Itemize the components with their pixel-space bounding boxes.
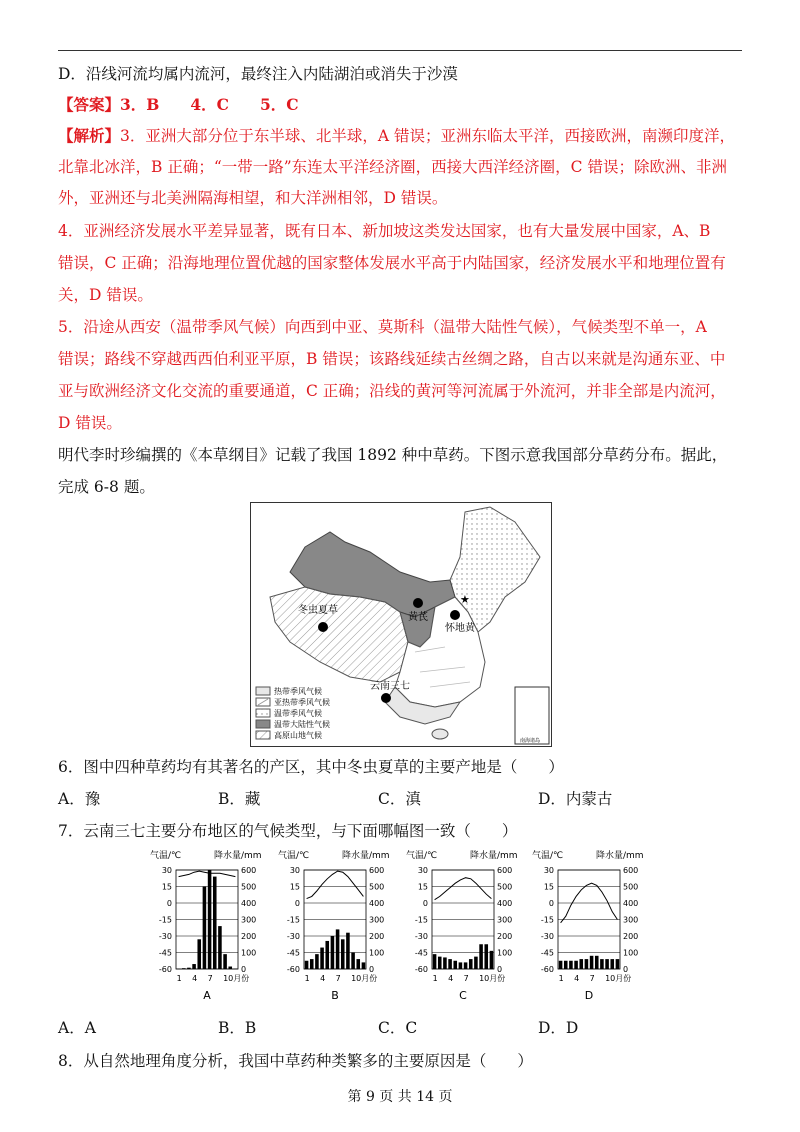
y-right-tick: 500 <box>623 882 639 892</box>
point-sanqi <box>381 693 391 703</box>
precip-bar <box>228 967 232 969</box>
y-left-tick: -60 <box>158 965 172 974</box>
temperature-line <box>435 878 492 900</box>
y-right-tick: 500 <box>369 882 385 892</box>
q7-stem: 7．云南三七主要分布地区的气候类型，与下面哪幅图一致（ ） <box>58 822 518 840</box>
y-right-tick: 300 <box>241 915 257 925</box>
y-left-label: 气温/℃ <box>150 851 182 861</box>
y-left-tick: 0 <box>422 899 428 908</box>
precip-bar <box>213 877 217 969</box>
q6-stem: 6．图中四种草药均有其著名的产区，其中冬虫夏草的主要产地是（ ） <box>58 758 564 776</box>
precip-bar <box>574 961 578 969</box>
y-left-label: 气温/℃ <box>406 851 438 861</box>
intro-line-2: 完成 6-8 题。 <box>58 478 155 496</box>
svg-text:热带季风气候: 热带季风气候 <box>274 687 322 696</box>
climate-chart-d <box>530 848 648 1006</box>
svg-text:亚热带季风气候: 亚热带季风气候 <box>274 698 330 707</box>
y-left-tick: -30 <box>286 932 300 941</box>
precip-bar <box>443 957 447 969</box>
y-right-tick: 400 <box>623 899 639 908</box>
y-left-tick: -15 <box>414 915 428 925</box>
analysis-label: 【解析】 <box>58 126 121 145</box>
y-left-tick: -30 <box>414 932 428 941</box>
x-tick: 10月份 <box>351 974 378 983</box>
precip-bar <box>564 961 568 969</box>
y-left-tick: -30 <box>158 932 172 941</box>
y-right-tick: 0 <box>241 965 247 974</box>
y-right-tick: 500 <box>241 882 257 892</box>
y-left-tick: 15 <box>161 882 172 892</box>
answer-text: 3．B 4．C 5．C <box>120 95 299 114</box>
y-right-tick: 600 <box>369 866 385 875</box>
y-right-tick: 600 <box>241 866 257 875</box>
precip-bar <box>438 957 442 969</box>
analysis-line-6: 关，D 错误。 <box>58 286 153 304</box>
y-left-tick: -60 <box>414 965 428 974</box>
y-right-tick: 400 <box>497 899 513 908</box>
precip-bar <box>605 959 609 969</box>
y-right-tick: 0 <box>623 965 629 974</box>
intro-line-1: 明代李时珍编撰的《本草纲目》记载了我国 1892 种中草药。下图示意我国部分草药分布。据此， <box>58 446 728 464</box>
chart-title: D <box>584 989 594 1002</box>
y-right-tick: 200 <box>497 932 513 941</box>
precip-bar <box>351 953 355 970</box>
analysis-line-7: 5．沿途从西安（温带季风气候）向西到中亚、莫斯科（温带大陆性气候），气候类型不单一，A <box>58 318 707 336</box>
precip-bar <box>595 956 599 969</box>
precip-bar <box>197 939 201 969</box>
answer-label: 【答案】 <box>58 95 121 114</box>
analysis-line-1: 【解析】3．亚洲大部分位于东半球、北半球，A 错误；亚洲东临太平洋，西接欧洲，南濒印度洋， <box>58 126 736 145</box>
y-left-tick: -45 <box>540 948 554 958</box>
q7-option-a[interactable]: A．A <box>58 1019 96 1037</box>
precip-bar <box>182 968 186 969</box>
y-left-tick: 30 <box>417 866 428 875</box>
x-tick: 7 <box>335 974 341 983</box>
svg-text:南海诸岛: 南海诸岛 <box>520 738 541 744</box>
y-right-tick: 100 <box>497 948 513 958</box>
y-left-tick: -15 <box>158 915 172 925</box>
q7-option-c[interactable]: C．C <box>378 1019 418 1037</box>
precip-bar <box>590 956 594 969</box>
x-tick: 7 <box>463 974 469 983</box>
y-right-tick: 300 <box>623 915 639 925</box>
x-tick: 7 <box>207 974 213 983</box>
climate-charts <box>148 848 648 1008</box>
y-right-tick: 400 <box>369 899 385 908</box>
q6-option-c[interactable]: C．滇 <box>378 790 421 808</box>
y-right-tick: 100 <box>369 948 385 958</box>
y-left-tick: -60 <box>540 965 554 974</box>
prev-option-d: D．沿线河流均属内流河，最终注入内陆湖泊或消失于沙漠 <box>58 65 458 83</box>
y-right-tick: 100 <box>241 948 257 958</box>
herb-distribution-map <box>250 502 552 747</box>
q8-stem: 8．从自然地理角度分析，我国中草药种类繁多的主要原因是（ ） <box>58 1052 533 1070</box>
x-tick: 4 <box>574 974 580 983</box>
y-right-tick: 500 <box>497 882 513 892</box>
y-left-tick: 0 <box>548 899 554 908</box>
y-right-tick: 600 <box>497 866 513 875</box>
x-tick: 10月份 <box>479 974 506 983</box>
y-left-label: 气温/℃ <box>532 851 564 861</box>
precip-bar <box>218 926 222 969</box>
y-left-label: 气温/℃ <box>278 851 310 861</box>
precip-bar <box>459 962 463 969</box>
q6-option-b[interactable]: B．藏 <box>218 790 261 808</box>
x-tick: 4 <box>448 974 454 983</box>
point-huaidihuang <box>450 610 460 620</box>
y-right-tick: 0 <box>497 965 503 974</box>
precip-bar <box>331 936 335 969</box>
y-right-tick: 100 <box>623 948 639 958</box>
precip-bar <box>362 962 366 969</box>
precip-bar <box>433 954 437 969</box>
precip-bar <box>305 961 309 969</box>
x-tick: 4 <box>320 974 326 983</box>
precip-bar <box>484 944 488 969</box>
precip-bar <box>448 959 452 969</box>
svg-text:温带大陆性气候: 温带大陆性气候 <box>274 720 330 729</box>
precip-bar <box>600 959 604 969</box>
y-left-tick: 30 <box>161 866 172 875</box>
q7-option-d[interactable]: D．D <box>538 1019 579 1037</box>
label-dongchong: 冬虫夏草 <box>298 605 338 616</box>
precip-bar <box>616 959 620 969</box>
x-tick: 7 <box>589 974 595 983</box>
chart-title: B <box>331 989 339 1002</box>
precip-bar <box>187 968 191 969</box>
y-right-label: 降水量/mm <box>596 851 644 861</box>
y-left-tick: 15 <box>289 882 300 892</box>
y-left-tick: 0 <box>294 899 300 908</box>
y-left-tick: 15 <box>543 882 554 892</box>
temperature-line <box>179 871 236 877</box>
precip-bar <box>479 944 483 969</box>
analysis-line-8: 错误；路线不穿越西西伯利亚平原，B 错误；该路线延续古丝绸之路，自古以来就是沟通东亚、中 <box>58 350 726 368</box>
precip-bar <box>325 941 329 969</box>
label-sanqi: 云南三七 <box>370 681 410 692</box>
point-dongchong <box>318 622 328 632</box>
precip-bar <box>341 939 345 969</box>
analysis-line-3: 外，亚洲还与北美洲隔海相望，和大洋洲相邻，D 错误。 <box>58 189 448 207</box>
map-legend <box>256 686 330 740</box>
page-footer: 第 9 页 共 14 页 <box>347 1089 453 1105</box>
precip-bar <box>585 959 589 969</box>
precip-bar <box>453 961 457 969</box>
y-left-tick: 15 <box>417 882 428 892</box>
temperature-line <box>307 871 364 899</box>
y-right-tick: 300 <box>497 915 513 925</box>
label-huaidihuang: 怀地黄 <box>445 623 475 634</box>
analysis-line-10: D 错误。 <box>58 414 122 432</box>
point-huangqi <box>413 598 423 608</box>
label-huangqi: 黄芪 <box>408 612 428 623</box>
y-right-label: 降水量/mm <box>214 851 262 861</box>
precip-bar <box>223 954 227 969</box>
q6-option-d[interactable]: D．内蒙古 <box>538 790 613 808</box>
precip-bar <box>192 964 196 969</box>
precip-bar <box>336 929 340 969</box>
climate-chart-b <box>276 848 394 1006</box>
y-right-tick: 0 <box>369 965 375 974</box>
climate-chart-c <box>404 848 522 1006</box>
precip-bar <box>346 933 350 969</box>
x-tick: 10月份 <box>605 974 632 983</box>
precip-bar <box>315 954 319 969</box>
chart-title: A <box>203 989 211 1002</box>
x-tick: 1 <box>432 974 438 983</box>
x-tick: 4 <box>192 974 198 983</box>
x-tick: 1 <box>176 974 182 983</box>
x-tick: 1 <box>558 974 564 983</box>
precip-bar <box>490 951 494 969</box>
q6-option-a[interactable]: A．豫 <box>58 790 101 808</box>
y-right-tick: 200 <box>369 932 385 941</box>
y-right-label: 降水量/mm <box>470 851 518 861</box>
climate-chart-a <box>148 848 266 1006</box>
precip-bar <box>356 959 360 969</box>
y-left-tick: -30 <box>540 932 554 941</box>
svg-text:温带季风气候: 温带季风气候 <box>274 709 322 718</box>
precip-bar <box>320 948 324 969</box>
chart-title: C <box>459 989 467 1002</box>
answer-line <box>58 95 299 115</box>
header-rule <box>58 50 742 51</box>
y-right-tick: 300 <box>369 915 385 925</box>
precip-bar <box>203 887 207 970</box>
y-left-tick: -15 <box>540 915 554 925</box>
analysis-line-2: 北靠北冰洋，B 正确；“一带一路”东连太平洋经济圈，西接大西洋经济圈，C 错误；除欧洲、非洲 <box>58 158 727 176</box>
precip-bar <box>474 957 478 969</box>
y-right-tick: 200 <box>241 932 257 941</box>
q7-option-b[interactable]: B．B <box>218 1019 257 1037</box>
star-icon: ★ <box>460 593 470 606</box>
y-left-tick: -60 <box>286 965 300 974</box>
svg-text:高原山地气候: 高原山地气候 <box>274 731 322 740</box>
south-china-sea-inset <box>515 687 549 744</box>
y-left-tick: 30 <box>543 866 554 875</box>
y-right-tick: 600 <box>623 866 639 875</box>
y-right-label: 降水量/mm <box>342 851 390 861</box>
y-left-tick: -45 <box>286 948 300 958</box>
precip-bar <box>579 959 583 969</box>
y-left-tick: -45 <box>414 948 428 958</box>
precip-bar <box>469 959 473 969</box>
y-right-tick: 200 <box>623 932 639 941</box>
analysis-line-5: 错误，C 正确；沿海地理位置优越的国家整体发展水平高于内陆国家，经济发展水平和地理位置有 <box>58 254 726 272</box>
analysis-line-4: 4．亚洲经济发展水平差异显著，既有日本、新加坡这类发达国家，也有大量发展中国家，A、B <box>58 222 711 240</box>
y-left-tick: 0 <box>166 899 172 908</box>
analysis-line-9: 亚与欧洲经济文化交流的重要通道，C 正确；沿线的黄河等河流属于外流河，并非全部是内流河， <box>58 382 726 400</box>
precip-bar <box>569 961 573 969</box>
y-left-tick: -45 <box>158 948 172 958</box>
y-right-tick: 400 <box>241 899 257 908</box>
y-left-tick: 30 <box>289 866 300 875</box>
precip-bar <box>208 870 212 969</box>
x-tick: 1 <box>304 974 310 983</box>
x-tick: 10月份 <box>223 974 250 983</box>
precip-bar <box>310 959 314 969</box>
precip-bar <box>464 962 468 969</box>
precip-bar <box>559 961 563 969</box>
precip-bar <box>610 959 614 969</box>
y-left-tick: -15 <box>286 915 300 925</box>
